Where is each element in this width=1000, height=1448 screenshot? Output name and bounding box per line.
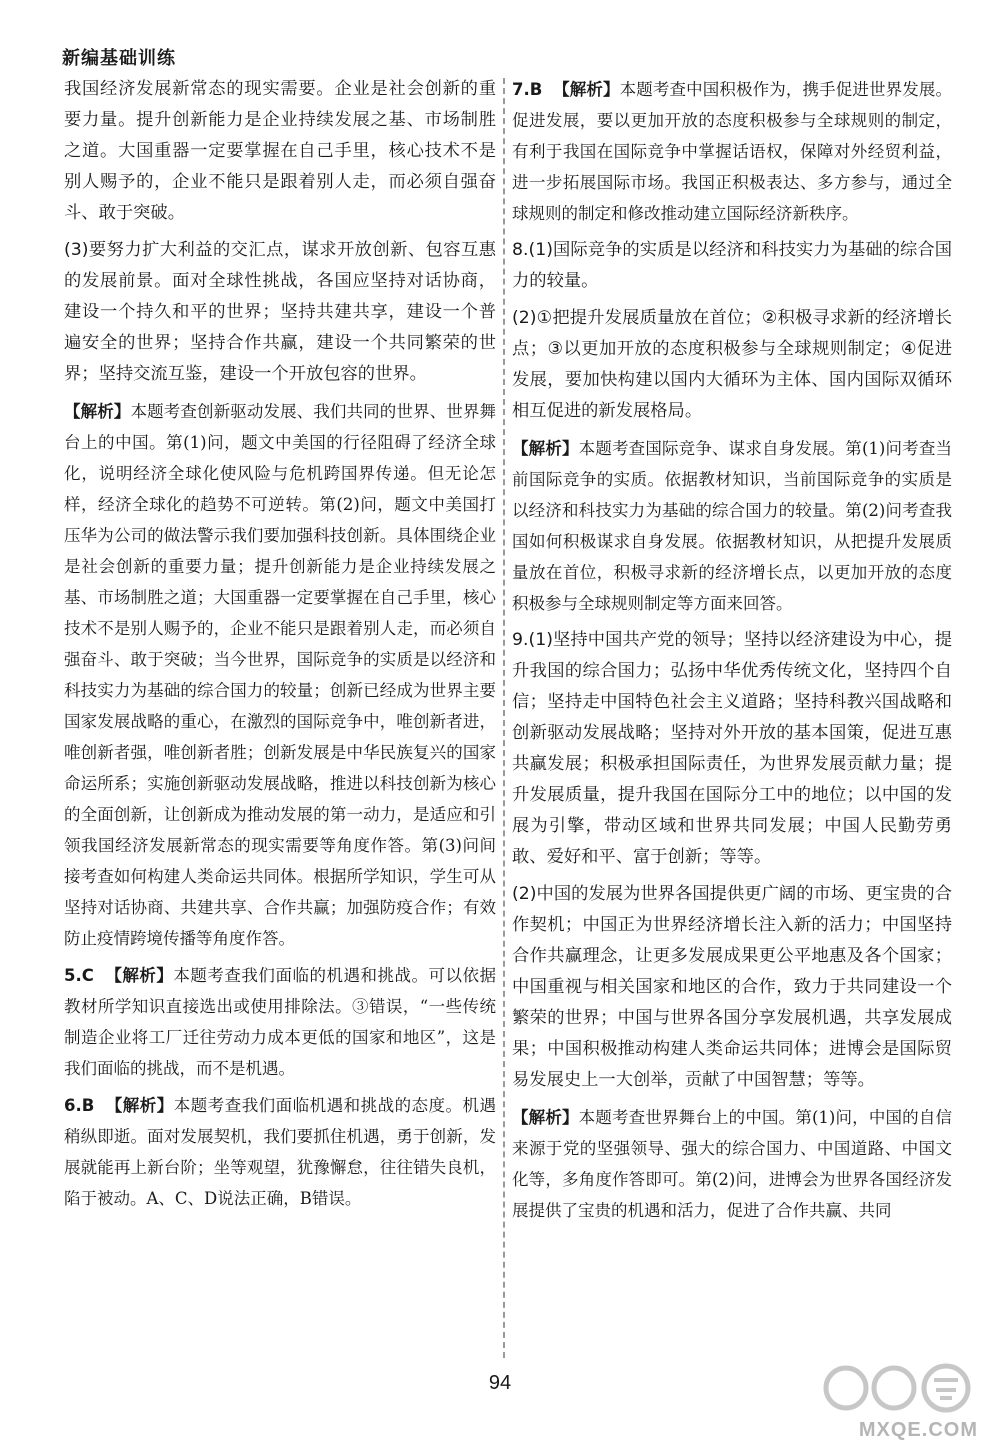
analysis-label: 【解析】 — [512, 1108, 579, 1127]
page-number: 94 — [488, 1372, 512, 1394]
answer-9-analysis — [512, 1102, 952, 1226]
book-title: 新编基础训练 — [62, 48, 176, 69]
watermark-site-text: MXQE.COM — [858, 1419, 978, 1441]
analysis-label: 【解析】 — [105, 966, 174, 985]
analysis-label: 【解析】 — [512, 439, 579, 458]
answer-5-analysis: 本题考查我们面临的机遇和挑战。可以依据教材所学知识直接选出或使用排除法。③错误，“一些传统制造企业将工厂迁往劳动力成本更低的国家和地区”，这是我们面临的挑战，而不是机遇。 — [64, 966, 497, 1078]
answer-5 — [64, 960, 496, 1084]
answer-7-analysis: 本题考查中国积极作为，携手促进世界发展。促进发展，要以更加开放的态度积极参与全球规则的制定，有利于我国在国际竞争中掌握话语权，保障对外经贸利益，进一步拓展国际市场。我国正积极表达、多方参与，通过全球规则的制定和修改推动建立国际经济新秩序。 — [512, 80, 953, 223]
column-divider — [503, 78, 505, 1358]
analysis-label: 【解析】 — [105, 1096, 174, 1115]
answer-8-analysis-text: 本题考查国际竞争、谋求自身发展。第(1)问考查当前国际竞争的实质。依据教材知识，当前国际竞争的实质是以经济和科技实力为基础的综合国力的较量。第(2)问考查我国如何积极谋求自身发展。依据教材知识，从把提升发展质量放在首位，积极寻求新的经济增长点，以更加开放的态度积极参与全球规则制定等方面来回答。 — [512, 439, 953, 613]
answer-8-analysis — [512, 433, 952, 619]
answer-6-analysis: 本题考查我们面临机遇和挑战的态度。机遇稍纵即逝。面对发展契机，我们要抓住机遇，勇于创新，发展就能再上新台阶；坐等观望，犹豫懈怠，往往错失良机，陷于被动。A、C、D说法正确，B错误。 — [64, 1096, 497, 1208]
answer-4-analysis — [64, 396, 496, 954]
answer-9-part2: (2)中国的发展为世界各国提供更广阔的市场、更宝贵的合作契机；中国正为世界经济增长注入新的活力；中国坚持合作共赢理念，让更多发展成果更公平地惠及各个国家；中国重视与相关国家和地区的合作，致力于共同建设一个繁荣的世界；中国与世界各国分享发展机遇，共享发展成果；中国积极推动构建人类命运共同体；进博会是国际贸易发展史上一大创举，贡献了中国智慧；等等。 — [512, 884, 952, 1090]
answer-9-analysis-text: 本题考查世界舞台上的中国。第(1)问，中国的自信来源于党的坚强领导、强大的综合国力、中国道路、中国文化等，多角度作答即可。第(2)问，进博会为世界各国经济发展提供了宝贵的机遇和活力，促进了合作共赢、共同 — [512, 1108, 953, 1220]
answer-4-part2-continued: 我国经济发展新常态的现实需要。企业是社会创新的重要力量。提升创新能力是企业持续发展之基、市场制胜之道。大国重器一定要掌握在自己手里，核心技术不是别人赐予的，企业不能只是跟着别人走，而必须自强奋斗、敢于突破。 — [64, 79, 496, 223]
answer-9-part1: 9.(1)坚持中国共产党的领导；坚持以经济建设为中心，提升我国的综合国力；弘扬中华优秀传统文化，坚持四个自信；坚持走中国特色社会主义道路；坚持科教兴国战略和创新驱动发展战略；坚持对外开放的基本国策，促进互惠共赢发展；积极承担国际责任，为世界发展贡献力量；提升发展质量，提升我国在国际分工中的地位；以中国的发展为引擎，带动区域和世界共同发展；中国人民勤劳勇敢、爱好和平、富于创新；等等。 — [512, 630, 952, 867]
left-column — [64, 74, 496, 1214]
answer-7 — [512, 74, 952, 229]
analysis-label: 【解析】 — [553, 80, 620, 99]
answer-4-part3: (3)要努力扩大利益的交汇点，谋求开放创新、包容互惠的发展前景。面对全球性挑战，各国应坚持对话协商，建设一个持久和平的世界；坚持共建共享，建设一个普遍安全的世界；坚持合作共赢，建设一个共同繁荣的世界；坚持交流互鉴，建设一个开放包容的世界。 — [64, 240, 496, 384]
answer-8-part1: 8.(1)国际竞争的实质是以经济和科技实力为基础的综合国力的较量。 — [512, 240, 952, 291]
answer-8-part2: (2)①把提升发展质量放在首位；②积极寻求新的经济增长点；③以更加开放的态度积极参与全球规则制定；④促进发展，要加快构建以国内大循环为主体、国内国际双循环相互促进的新发展格局。 — [512, 308, 952, 421]
answer-5-key: 5.C — [64, 966, 94, 985]
analysis-label: 【解析】 — [64, 402, 131, 421]
right-column — [512, 74, 952, 1226]
answer-6-key: 6.B — [64, 1096, 95, 1115]
answer-7-key: 7.B — [512, 80, 543, 99]
answer-6 — [64, 1090, 496, 1214]
analysis-text: 本题考查创新驱动发展、我们共同的世界、世界舞台上的中国。第(1)问，题文中美国的行径阻碍了经济全球化，说明经济全球化使风险与危机跨国界传递。但无论怎样，经济全球化的趋势不可逆转。第(2)问，题文中美国打压华为公司的做法警示我们要加强科技创新。具体围绕企业是社会创新的重要力量；提升创新能力是企业持续发展之基、市场制胜之道；大国重器一定要掌握在自己手里，核心技术不是别人赐予的，企业不能只是跟着别人走，而必须自强奋斗、敢于突破；当今世界，国际竞争的实质是以经济和科技实力为基础的综合国力的较量；创新已经成为世界主要国家发展战略的重心，在激烈的国际竞争中，唯创新者进，唯创新者强，唯创新者胜；创新发展是中华民族复兴的国家命运所系；实施创新驱动发展战略，推进以科技创新为核心的全面创新，让创新成为推动发展的第一动力，是适应和引领我国经济发展新常态的现实需要等角度作答。第(3)问间接考查如何构建人类命运共同体。根据所学知识，学生可从坚持对话协商、共建共享、合作共赢；加强防疫合作；有效防止疫情跨境传播等角度作答。 — [64, 402, 497, 948]
